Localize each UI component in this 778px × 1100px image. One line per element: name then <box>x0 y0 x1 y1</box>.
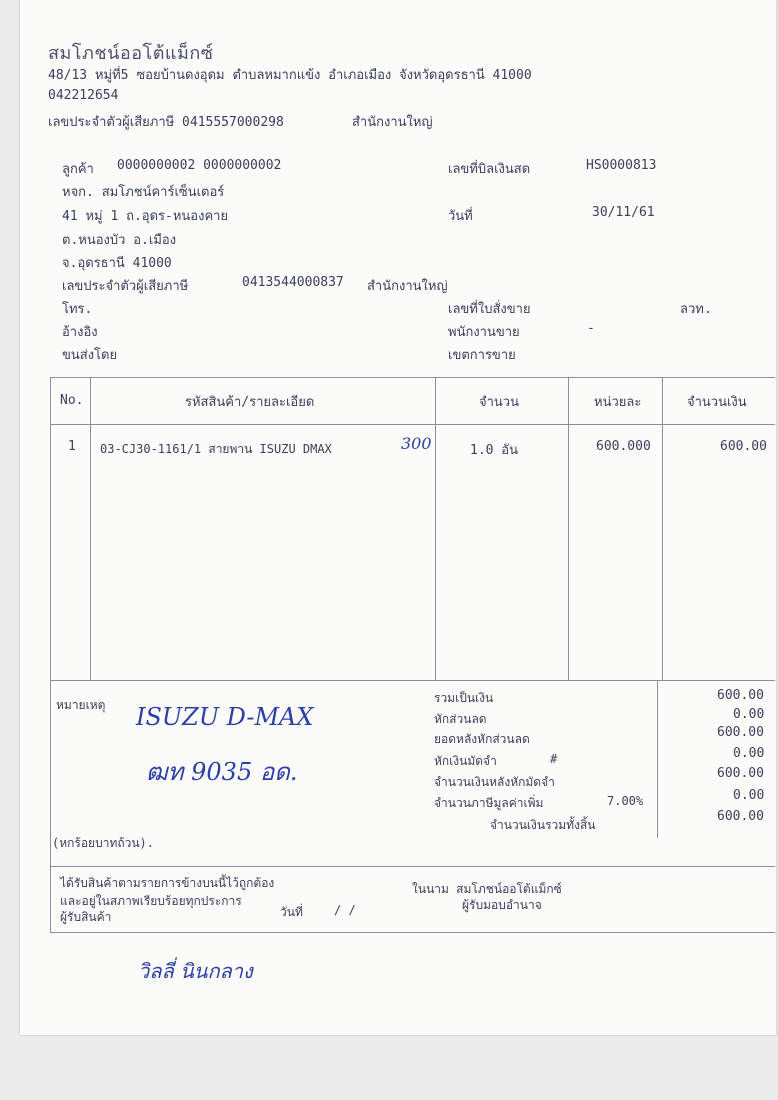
summary-value-after-discount: 600.00 <box>717 725 764 740</box>
footer-bottom-rule <box>50 932 775 933</box>
seller-address: 48/13 หมู่ที่5 ซอยบ้านดงอุดม ตำบลหมากแข้ง อำเภอเมือง จังหวัดอุดรธานี 41000 <box>48 68 532 83</box>
customer-tel-label: โทร. <box>62 302 93 317</box>
seller-branch: สำนักงานใหญ่ <box>352 115 433 130</box>
customer-tax-id: 0413544000837 <box>242 275 344 290</box>
summary-label-grand-total: จำนวนเงินรวมทั้งสิ้น <box>490 818 596 832</box>
header-qty: จำนวน <box>479 395 519 410</box>
amount-in-words: (หกร้อยบาทถ้วน). <box>52 836 155 850</box>
customer-label: ลูกค้า <box>62 162 94 177</box>
invoice-paper <box>20 0 776 1035</box>
header-unit-price: หน่วยละ <box>594 395 642 410</box>
summary-label-total: รวมเป็นเงิน <box>434 691 494 705</box>
deposit-mark: # <box>550 752 558 766</box>
summary-value-discount: 0.00 <box>733 707 765 722</box>
summary-value-deposit: 0.00 <box>733 746 765 761</box>
table-header-rule <box>50 424 775 425</box>
sales-label: พนักงานขาย <box>448 325 520 340</box>
handwritten-remark-plate: ฒท 9035 อด. <box>146 758 298 786</box>
invoice-date-label: วันที่ <box>448 209 473 224</box>
summary-bottom-rule <box>50 866 775 867</box>
col-divider-1 <box>90 377 91 680</box>
customer-codes: 0000000002 0000000002 <box>117 158 282 173</box>
customer-address-1: 41 หมู่ 1 ถ.อุดร-หนองคาย <box>62 209 229 224</box>
table-bottom-rule <box>50 680 775 681</box>
customer-ship-label: ขนส่งโดย <box>62 348 118 363</box>
summary-label-after-discount: ยอดหลังหักส่วนลด <box>434 732 530 746</box>
handwritten-cost-note: 300 <box>401 434 432 453</box>
receive-date-blank: / / <box>334 903 356 917</box>
summary-label-vat: จำนวนภาษีมูลค่าเพิ่ม <box>434 796 544 810</box>
invoice-no-label: เลขที่บิลเงินสด <box>448 162 531 177</box>
customer-branch: สำนักงานใหญ่ <box>367 279 448 294</box>
table-left-rule <box>50 377 51 932</box>
receipt-line-1: ได้รับสินค้าตามรายการข้างบนนี้ไว้ถูกต้อง <box>60 876 275 890</box>
header-description: รหัสสินค้า/รายละเอียด <box>185 395 315 410</box>
col-divider-2 <box>435 377 436 680</box>
po-label: เลขที่ใบสั่งขาย <box>448 302 531 317</box>
sales-value: - <box>587 321 595 336</box>
summary-label-deposit: หักเงินมัดจำ <box>434 754 497 768</box>
remark-label: หมายเหตุ <box>56 698 106 712</box>
receiver-label: ผู้รับสินค้า <box>60 910 112 924</box>
row-unit-price: 600.000 <box>596 439 651 454</box>
seller-phone: 042212654 <box>48 88 119 103</box>
handwritten-remark-model: ISUZU D-MAX <box>136 703 314 731</box>
header-no: No. <box>60 393 84 408</box>
summary-divider <box>657 680 658 838</box>
receipt-line-2: และอยู่ในสภาพเรียบร้อยทุกประการ <box>60 894 242 908</box>
seller-tax-id: เลขประจำตัวผู้เสียภาษี 0415557000298 <box>48 115 284 130</box>
customer-ref-label: อ้างอิง <box>62 325 98 340</box>
row-qty: 1.0 อัน <box>470 443 519 458</box>
summary-value-total: 600.00 <box>717 688 764 703</box>
col-divider-3 <box>568 377 569 680</box>
customer-address-3: จ.อุดรธานี 41000 <box>62 256 172 271</box>
customer-tax-label: เลขประจำตัวผู้เสียภาษี <box>62 279 189 294</box>
seller-name: สมโภชน์ออโต้แม็กซ์ <box>48 43 214 64</box>
col-divider-4 <box>662 377 663 680</box>
summary-value-grand-total: 600.00 <box>717 809 764 824</box>
receive-date-label: วันที่ <box>280 905 303 919</box>
row-description: 03-CJ30-1161/1 สายพาน ISUZU DMAX <box>100 442 332 456</box>
summary-value-after-deposit: 600.00 <box>717 766 764 781</box>
summary-label-after-deposit: จำนวนเงินหลังหักมัดจำ <box>434 775 555 789</box>
summary-label-discount: หักส่วนลด <box>434 712 487 726</box>
row-no: 1 <box>68 439 76 454</box>
po-suffix: ลวท. <box>680 302 712 317</box>
area-label: เขตการขาย <box>448 348 516 363</box>
summary-value-vat: 0.00 <box>733 788 765 803</box>
invoice-no: HS0000813 <box>586 158 657 173</box>
authorized-label: ผู้รับมอบอำนาจ <box>462 898 542 912</box>
handwritten-signature: วิลลี่ นินกลาง <box>138 959 253 983</box>
header-amount: จำนวนเงิน <box>687 395 747 410</box>
on-behalf-label: ในนาม สมโภชน์ออโต้แม็กซ์ <box>412 882 562 896</box>
customer-name: หจก. สมโภชน์คาร์เซ็นเตอร์ <box>62 185 225 200</box>
customer-address-2: ต.หนองบัว อ.เมือง <box>62 233 177 248</box>
vat-rate: 7.00% <box>607 794 644 808</box>
table-top-rule <box>50 377 775 378</box>
invoice-date: 30/11/61 <box>592 205 655 220</box>
row-amount: 600.00 <box>720 439 767 454</box>
